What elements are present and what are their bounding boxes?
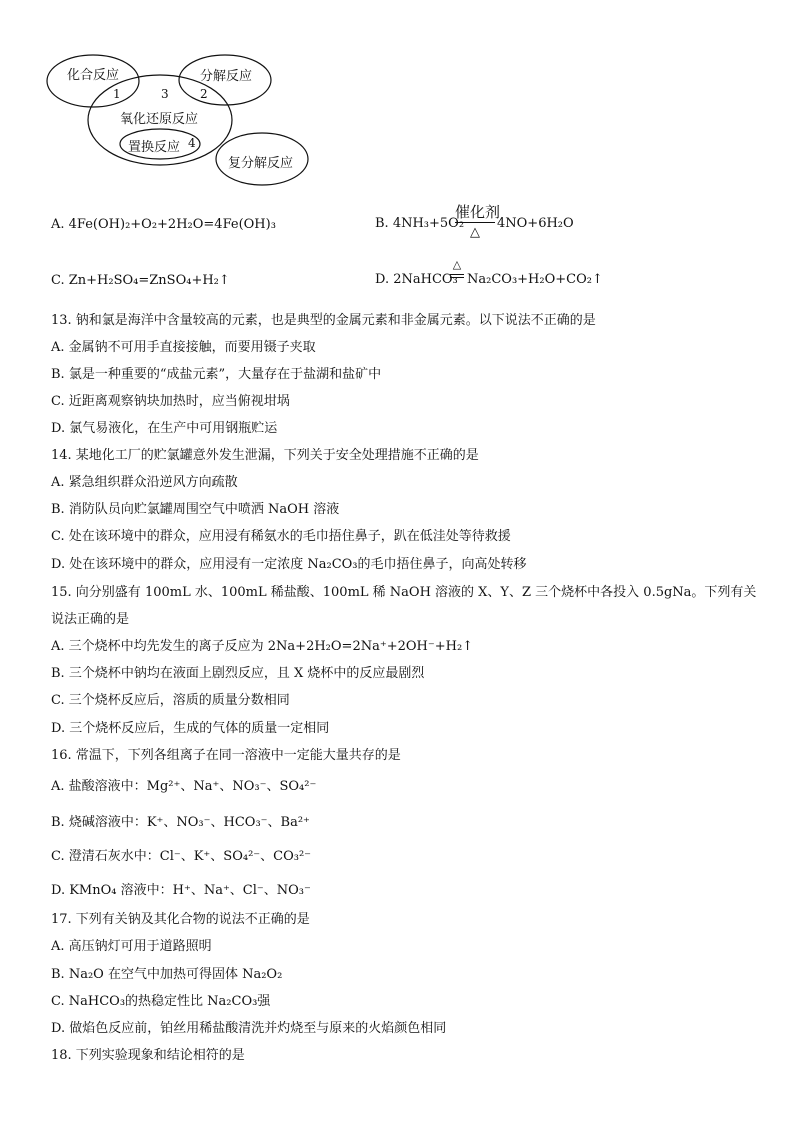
label-fufenjie: 复分解反应 (228, 156, 294, 171)
region-2: 2 (200, 87, 208, 101)
q16-option-b: B. 烧碱溶液中：K⁺、NO₃⁻、HCO₃⁻、Ba²⁺ (51, 815, 310, 830)
q13-option-c: C. 近距离观察钠块加热时，应当俯视坩埚 (51, 394, 290, 409)
q16-stem: 16. 常温下，下列各组离子在同一溶液中一定能大量共存的是 (51, 748, 401, 763)
q15-option-a: A. 三个烧杯中均先发生的离子反应为 2Na+2H₂O=2Na⁺+2OH⁻+H₂↑ (51, 639, 474, 654)
region-1: 1 (113, 87, 121, 101)
q12-option-c: C. Zn+H₂SO₄=ZnSO₄+H₂↑ (51, 273, 230, 288)
q17-option-a: A. 高压钠灯可用于道路照明 (51, 939, 212, 954)
q16-option-d: D. KMnO₄ 溶液中：H⁺、Na⁺、Cl⁻、NO₃⁻ (51, 883, 311, 898)
q12-b-heat: △ (470, 225, 480, 240)
q12-option-a: A. 4Fe(OH)₂+O₂+2H₂O=4Fe(OH)₃ (51, 217, 276, 232)
q12-d-heat: △ (452, 258, 462, 271)
q16-option-a: A. 盐酸溶液中：Mg²⁺、Na⁺、NO₃⁻、SO₄²⁻ (51, 779, 317, 794)
label-fenjie: 分解反应 (200, 69, 253, 84)
q17-option-c: C. NaHCO₃的热稳定性比 Na₂CO₃强 (51, 994, 271, 1009)
q18-stem: 18. 下列实验现象和结论相符的是 (51, 1048, 245, 1063)
q16-option-c: C. 澄清石灰水中：Cl⁻、K⁺、SO₄²⁻、CO₃²⁻ (51, 849, 312, 864)
q12-d-left: D. 2NaHCO₃ (375, 272, 458, 287)
q13-stem: 13. 钠和氯是海洋中含量较高的元素，也是典型的金属元素和非金属元素。以下说法不正确的是 (51, 313, 596, 328)
q12-b-right: 4NO+6H₂O (497, 216, 574, 231)
q12-b-left: B. 4NH₃+5O₂ (375, 216, 465, 231)
q13-option-a: A. 金属钠不可用手直接接触，而要用镊子夹取 (51, 340, 316, 355)
q14-option-c: C. 处在该环境中的群众，应用浸有稀氨水的毛巾捂住鼻子，趴在低洼处等待救援 (51, 529, 511, 544)
label-yanghua: 氧化还原反应 (120, 112, 199, 127)
q17-option-b: B. Na₂O 在空气中加热可得固体 Na₂O₂ (51, 967, 283, 982)
q17-option-d: D. 做焰色反应前，铂丝用稀盐酸清洗并灼烧至与原来的火焰颜色相同 (51, 1021, 447, 1036)
q14-option-a: A. 紧急组织群众沿逆风方向疏散 (51, 475, 238, 490)
q12-b-catalyst: 催化剂 (455, 203, 501, 221)
q15-stem-line1: 15. 向分别盛有 100mL 水、100mL 稀盐酸、100mL 稀 NaOH 溶液的 X、Y、Z 三个烧杯中各投入 0.5gNa。下列有关 (51, 585, 757, 600)
q12-d-eq-line1 (450, 274, 464, 275)
q13-option-d: D. 氯气易液化，在生产中可用钢瓶贮运 (51, 421, 278, 436)
label-zhihuan: 置换反应 (128, 140, 181, 155)
q12-d-eq-line2 (450, 277, 464, 278)
label-huahe: 化合反应 (67, 68, 120, 83)
q15-option-c: C. 三个烧杯反应后，溶质的质量分数相同 (51, 693, 290, 708)
q15-stem-line2: 说法正确的是 (51, 612, 130, 627)
q15-option-d: D. 三个烧杯反应后，生成的气体的质量一定相同 (51, 721, 330, 736)
region-3: 3 (161, 87, 169, 101)
q13-option-b: B. 氯是一种重要的“成盐元素”，大量存在于盐湖和盐矿中 (51, 367, 382, 382)
q12-d-right: Na₂CO₃+H₂O+CO₂↑ (467, 272, 603, 287)
q14-stem: 14. 某地化工厂的贮氯罐意外发生泄漏，下列关于安全处理措施不正确的是 (51, 448, 479, 463)
q14-option-d: D. 处在该环境中的群众，应用浸有一定浓度 Na₂CO₃的毛巾捂住鼻子，向高处转移 (51, 557, 527, 572)
reaction-type-diagram (40, 48, 340, 198)
q17-stem: 17. 下列有关钠及其化合物的说法不正确的是 (51, 912, 310, 927)
q15-option-b: B. 三个烧杯中钠均在液面上剧烈反应，且 X 烧杯中的反应最剧烈 (51, 666, 425, 681)
q12-b-arrow-line (455, 222, 495, 223)
q14-option-b: B. 消防队员向贮氯罐周围空气中喷洒 NaOH 溶液 (51, 502, 340, 517)
region-4: 4 (188, 136, 196, 150)
